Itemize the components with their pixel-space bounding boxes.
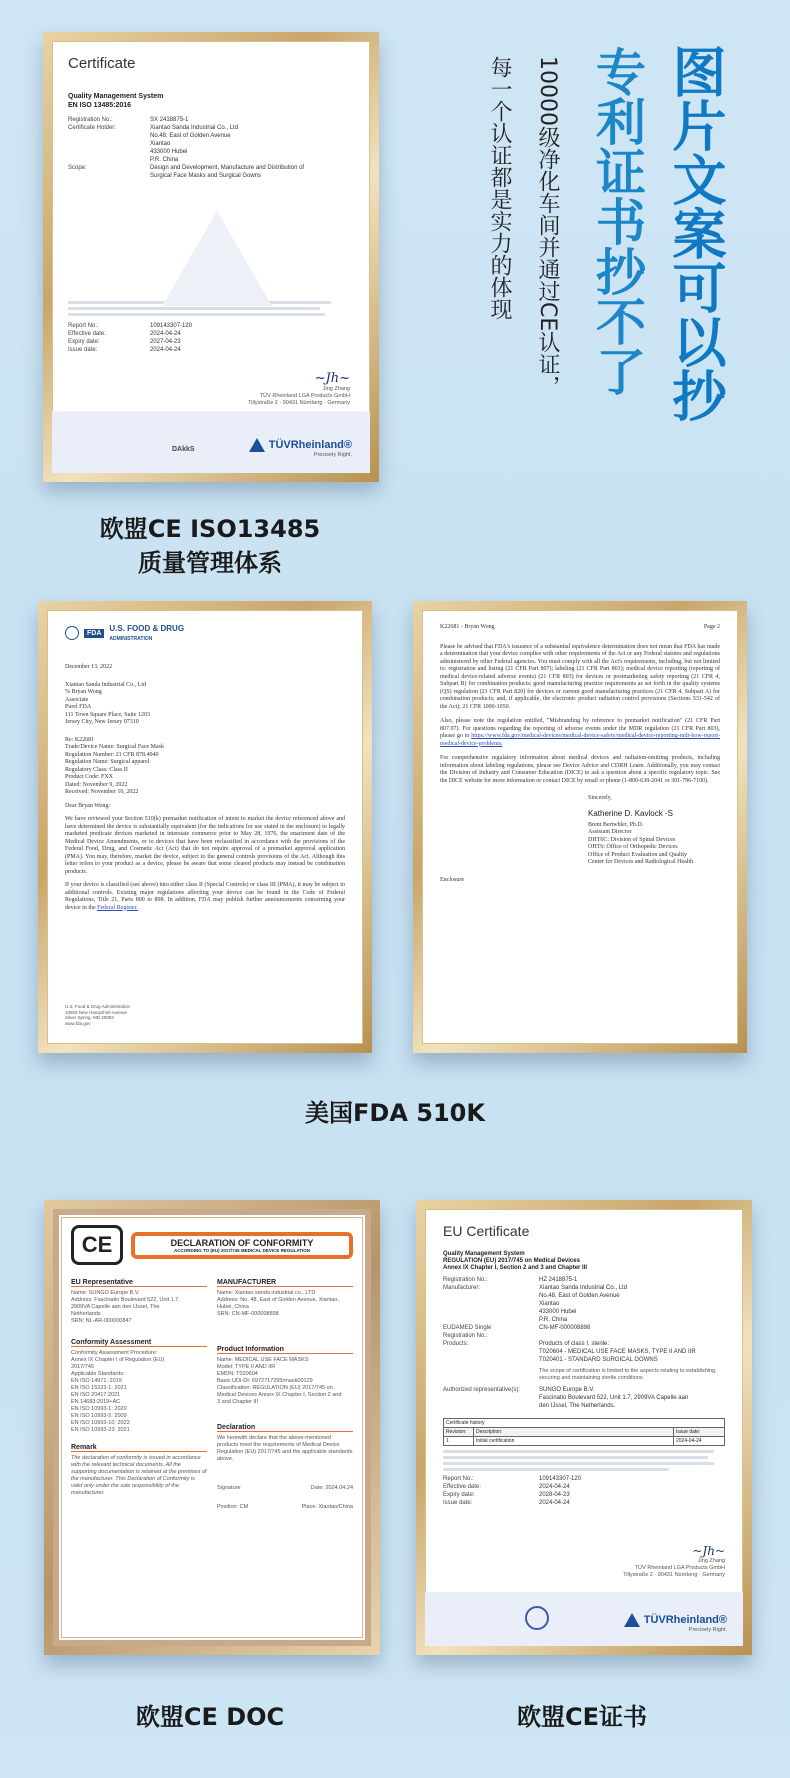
- signature: ~Jh~: [692, 1544, 725, 1558]
- letter-body2: [65, 882, 345, 912]
- kv-key: Registration No.:: [68, 117, 113, 123]
- caption-iso: [60, 512, 360, 580]
- cert-history-table: [443, 1418, 725, 1446]
- text-line: EN 14683:2019+AC: [71, 1399, 121, 1405]
- kv-key: [443, 1292, 539, 1300]
- text-line: Classification: REGULATION (EU) 2017/745 on: [217, 1385, 333, 1391]
- enclosure: Enclosure: [440, 876, 464, 883]
- eu-certificate: [425, 1209, 743, 1646]
- kv-key: [68, 132, 150, 140]
- text-line: EN ISO 14971: 2019: [71, 1378, 122, 1384]
- kv-value: 2028-04-23: [539, 1492, 570, 1498]
- kv-value: 2024-04-24: [539, 1484, 570, 1490]
- letter-address: [65, 682, 345, 727]
- kv-key: EUDAMED Single: [443, 1325, 492, 1331]
- dakks-logo: DAkkS: [172, 446, 195, 453]
- caption-fda: 美国FDA 510K: [305, 1099, 485, 1127]
- kv-row: [68, 148, 354, 156]
- kv-row: [68, 338, 354, 346]
- page2-p2-text: Also, please note the regulation entitled, "Misbranding by reference to premarket notification" (21 CFR Part 807.97). For questions regarding the reporting of adverse events under the MDR regulation (21 CFR Part 803), please go to: [440, 718, 720, 739]
- table-heading: Certificate history: [444, 1419, 724, 1428]
- text-line: EN ISO 10993-23: 2021: [71, 1427, 130, 1433]
- tuv-triangle-icon: [249, 438, 265, 452]
- text-line: Jersey City, New Jersey 07310: [65, 719, 139, 725]
- kv-value: 433000 Hubei: [150, 149, 188, 155]
- signer-name: Jing Zhang: [322, 386, 350, 392]
- kv-key: [68, 172, 150, 180]
- issuer-name: TÜV Rheinland LGA Products GmbH: [634, 1565, 725, 1571]
- date-label: Date: 2024.04.24: [310, 1485, 353, 1491]
- caption-doc: 欧盟CE DOC: [135, 1703, 285, 1731]
- conformity-details: [71, 1350, 207, 1434]
- letter-body: We have reviewed your Section 510(k) premarket notification of intent to market the device referenced above and have determined the device is substantially equivalent (for the indications for use stated in the enclosure) to legally marketed predicate devices marketed in interstate commerce prior to May 28, 1976, the enactment date of the Medical Device Amendments, or to devices that have been reclassified in accordance with the provisions of the Federal Food, Drug, and Cosmetic Act (Act) that do not require approval of a premarket approval application (PMA). You may, therefore, market the device, subject to the general controls provisions of the Act. Although this letter refers to your product as a device, please be aware that some cleared products may instead be combination products.: [65, 816, 345, 875]
- eu-annex: Annex IX Chapter I, Section 2 and 3 and Chapter III: [443, 1265, 588, 1271]
- kv-key: Products:: [443, 1341, 469, 1347]
- sincerely: Sincerely,: [588, 795, 612, 801]
- kv-key: Registration No.:: [443, 1277, 488, 1283]
- text-line: Regulation Number: 21 CFR 878.4040: [65, 751, 159, 758]
- kv-value: 2024-04-24: [150, 331, 181, 337]
- table-cell: Revision:: [444, 1428, 474, 1436]
- position-row: [217, 1504, 353, 1511]
- doc-frame: [44, 1200, 380, 1655]
- eu-rows: [443, 1276, 725, 1364]
- kv-row: [443, 1475, 725, 1483]
- fda-letter-page1-frame: [38, 601, 372, 1053]
- eu-system: Quality Management System: [443, 1251, 525, 1257]
- text-line: EN ISO 15223-1: 2021: [71, 1385, 127, 1391]
- cert-rows: [68, 116, 354, 180]
- signature-block: [588, 822, 720, 867]
- fda-letter-page1: [47, 610, 363, 1044]
- position-label: Position: CM: [217, 1504, 249, 1510]
- text-line: Applicable Standards:: [71, 1371, 125, 1377]
- text-line: [443, 1456, 708, 1459]
- text-line: 111 Town Square Place, Suite 1203: [65, 711, 151, 718]
- place-label: Place: Xiantao/China: [301, 1504, 353, 1510]
- issuer-address: Tillystraße 2 · 90431 Nürnberg · Germany: [623, 1572, 725, 1578]
- notified-body-seal-icon: [525, 1606, 549, 1630]
- table-row: [444, 1437, 724, 1445]
- kv-row: [443, 1483, 725, 1491]
- text-line: Regulatory Class: Class II: [65, 766, 128, 773]
- text-line: % Bryan Wong: [65, 689, 102, 695]
- auth-rep-label: Authorized representative(s):: [443, 1387, 521, 1393]
- tuv-triangle-icon: [624, 1613, 640, 1627]
- text-line: www.fda.gov: [65, 1020, 91, 1026]
- kv-key: Expiry date:: [68, 339, 100, 345]
- kv-row: [443, 1284, 725, 1292]
- kv-key: Report No.:: [68, 323, 99, 329]
- kv-key: [443, 1300, 539, 1308]
- text-line: Received: November 10, 2022: [65, 789, 139, 795]
- declaration-text: We herewith declare that the above-mentioned products meet the requirements of Medical Device Regulation (EU) 2017/745 and the applicable standards above.: [217, 1435, 353, 1462]
- text-line: Address: Fascinatio Boulevard 522, Unit 1.7,: [71, 1297, 180, 1303]
- kv-row: [68, 156, 354, 164]
- text-line: Annex IX Chapter I of Regulation (EU): [71, 1357, 165, 1363]
- eu-title: EU Certificate: [443, 1223, 530, 1239]
- text-line: U.S. Food & Drug Administration: [65, 1004, 131, 1009]
- text-line: [68, 313, 325, 316]
- table-cell: Description:: [474, 1428, 674, 1436]
- table-cell: 1: [444, 1437, 474, 1445]
- kv-value: Xiantao Sanda Industrial Co., Ltd: [539, 1285, 628, 1291]
- caption-eu: 欧盟CE证书: [516, 1703, 647, 1731]
- table-cell: Issue date:: [676, 1429, 701, 1435]
- kv-key: Issue date:: [68, 347, 98, 353]
- text-line: Re: K22681: [65, 736, 95, 743]
- fda-logo-sub: ADMINISTRATION: [109, 636, 153, 642]
- text-line: Fascinatio Boulevard 522, Unit 1.7, 2909VA Capelle aan: [539, 1395, 689, 1401]
- headline-sub1: 10000级净化车间并通过CE认证，: [535, 56, 560, 398]
- headline-sub2: 每一个认证都是实力的体现: [487, 56, 512, 320]
- cert-system: Quality Management System: [68, 93, 164, 100]
- letter-body2-text: If your device is classified (see above) into either class II (Special Controls) or class III (PMA), it may be subject to additional controls. Existing major regulations affecting your device can be found in the Code of Federal Regulations, Title 21, Parts 800 to 898. In addition, FDA may publish further announcements concerning your device in the: [65, 882, 345, 911]
- text-line: EN ISO 10993-10: 2023: [71, 1420, 130, 1426]
- kv-value: CN-MF-000008898: [539, 1325, 591, 1331]
- text-line: Product Code: FXX: [65, 774, 113, 780]
- manufacturer-heading: MANUFACTURER: [217, 1279, 353, 1287]
- product-details: [217, 1357, 353, 1406]
- headline-line2: 专利证书抄不了: [588, 46, 646, 396]
- kv-row: [443, 1324, 725, 1332]
- kv-row: [443, 1340, 725, 1348]
- kv-value: SX 2418875-1: [150, 117, 189, 123]
- text-line: Address: No. 48, East of Golden Avenue, Xiantao,: [217, 1297, 339, 1303]
- signature-label: Signature: [217, 1485, 241, 1491]
- kv-row: [443, 1499, 725, 1507]
- kv-value: HZ 2418875-1: [539, 1277, 578, 1283]
- text-line: Regulation Name: Surgical apparel: [65, 759, 150, 765]
- text-line: Purel FDA: [65, 704, 92, 710]
- fda-logo-text: U.S. FOOD & DRUG: [109, 624, 185, 633]
- signature-row: [217, 1485, 353, 1492]
- text-line: 2017/745: [71, 1364, 94, 1370]
- kv-row: [443, 1276, 725, 1284]
- doc-subtitle: ACCORDING TO (EU) 2017/745 MEDICAL DEVICE REGULATION: [173, 1247, 311, 1253]
- kv-value: 109143307-120: [150, 323, 193, 329]
- signer-name: Jing Zhang: [697, 1558, 725, 1564]
- issuer-name: TÜV Rheinland LGA Products GmbH: [259, 393, 350, 399]
- letter-date: December 13, 2022: [65, 664, 113, 670]
- kv-row: [68, 330, 354, 338]
- hhs-seal-icon: [65, 626, 79, 640]
- remark-text: The declaration of conformity is issued in accordance with the relevant technical documents. All the supporting documentation is retained at the premises of the manufacturer. This Declaration of Conformity is valid only under the sole responsibility of the manufacturer.: [71, 1455, 207, 1496]
- kv-value: No.48, East of Golden Avenue: [539, 1293, 620, 1299]
- kv-row: [443, 1332, 725, 1340]
- declaration-heading: Declaration: [217, 1424, 353, 1432]
- tuv-logo: TÜVRheinland®: [249, 438, 352, 452]
- tuv-logo: TÜVRheinland®: [624, 1613, 727, 1627]
- kv-row: [68, 346, 354, 354]
- kv-key: [68, 148, 150, 156]
- text-line: 10903 New Hampshire Avenue: [65, 1009, 127, 1015]
- text-line: den IJssel, The Netherlands.: [539, 1403, 616, 1409]
- kv-row: [68, 172, 354, 180]
- page2-header-left: K22681 - Bryan Wong: [440, 624, 495, 630]
- kv-row: [443, 1292, 725, 1300]
- page2-header-right: Page 2: [703, 624, 720, 630]
- kv-key: Expiry date:: [443, 1492, 475, 1498]
- remark-heading: Remark: [71, 1444, 207, 1452]
- kv-key: Scope:: [68, 165, 87, 171]
- fda-box: FDA: [84, 629, 104, 638]
- kv-key: [443, 1308, 539, 1316]
- doc-title: DECLARATION OF CONFORMITY: [170, 1237, 314, 1248]
- conformity-heading: Conformity Assessment: [71, 1339, 207, 1347]
- mdr-link[interactable]: https://www.fda.gov/medical-devices/medical-device-safety/medical-device-reporting-mdr-how-report-medical-device-problems.: [440, 733, 720, 747]
- fda-logo: [65, 624, 345, 642]
- text-line: Associate: [65, 696, 89, 703]
- kv-row: [68, 140, 354, 148]
- kv-value: Xiantao Sanda Industrial Co., Ltd: [150, 125, 239, 131]
- headline-line1: 图片文案可以抄: [664, 44, 727, 422]
- caption-iso-line2: 质量管理体系: [138, 549, 282, 577]
- cert-standard: EN ISO 13485:2016: [68, 102, 132, 109]
- kv-key: Certificate Holder:: [68, 125, 117, 131]
- kv-row: [443, 1356, 725, 1364]
- text-line: Dated: November 9, 2022: [65, 781, 128, 788]
- tuv-tagline: Precisely Right.: [688, 1627, 727, 1633]
- kv-row: [68, 164, 354, 172]
- signature-name: Katherine D. Kavlock -S: [588, 808, 673, 818]
- text-line: Netherlands: [71, 1311, 101, 1317]
- letter-re: [65, 737, 345, 797]
- text-line: [443, 1450, 714, 1453]
- text-line: Silver Spring, MD 20993: [65, 1015, 114, 1020]
- caption-iso-line1: 欧盟CE ISO13485: [99, 515, 321, 543]
- text-line: 2909VA Capelle aan den IJssel, The: [71, 1304, 160, 1310]
- kv-key: Effective date:: [68, 331, 106, 337]
- text-line: EMDN: T020604: [217, 1371, 258, 1377]
- cert-dates: [68, 322, 354, 354]
- text-line: Medical Devices Annex IX Chapter I, Section 2 and: [217, 1392, 342, 1398]
- text-line: Assistant Director: [588, 829, 632, 835]
- letter-footer: [65, 1004, 130, 1026]
- kv-value: P.R. China: [150, 157, 179, 163]
- kv-row: [68, 132, 354, 140]
- watermark-triangle: [162, 211, 272, 306]
- text-line: [443, 1462, 714, 1465]
- kv-row: [68, 124, 354, 132]
- text-line: Model: TYPE II AND IIR: [217, 1364, 276, 1370]
- fda-letter-page2: [422, 610, 738, 1044]
- kv-value: T020401 - STANDARD SURGICAL GOWNS: [539, 1357, 658, 1363]
- kv-value: Xiantao: [150, 141, 171, 147]
- scope-note: The scope of certification is limited to the aspects relating to establishing, securing and maintaining sterile conditions.: [539, 1368, 717, 1381]
- kv-row: [443, 1300, 725, 1308]
- iso-certificate: [52, 41, 370, 473]
- text-line: Name: Xiantao sanda industrial co., LTD: [217, 1290, 316, 1296]
- kv-value: Surgical Face Masks and Surgical Gowns: [150, 173, 262, 179]
- declaration-of-conformity: [53, 1209, 371, 1646]
- text-line: DHT6C: Division of Spinal Devices: [588, 836, 676, 843]
- signature: ~Jh~: [314, 371, 350, 386]
- kv-row: [443, 1348, 725, 1356]
- text-line: Brent Bertwhler, Ph.D.: [588, 821, 644, 828]
- kv-value: 2024-04-24: [150, 347, 181, 353]
- fda-letter-page2-frame: [413, 601, 747, 1053]
- text-line: SRN: NL-AR-000000847: [71, 1318, 132, 1324]
- kv-value: No.48, East of Golden Avenue: [150, 133, 231, 139]
- kv-key: Effective date:: [443, 1484, 481, 1490]
- eu-dates: [443, 1475, 725, 1507]
- auth-rep-value: [539, 1386, 725, 1410]
- kv-row: [443, 1316, 725, 1324]
- kv-row: [68, 116, 354, 124]
- page2-header: [440, 624, 720, 632]
- kv-value: Design and Development, Manufacture and Distribution of: [150, 165, 305, 171]
- text-line: Conformity Assessment Procedure:: [71, 1350, 158, 1356]
- kv-key: [68, 140, 150, 148]
- kv-row: [68, 322, 354, 330]
- kv-key: Registration No.:: [443, 1333, 488, 1339]
- text-line: Center for Devices and Radiological Health: [588, 859, 694, 865]
- text-line: Xiantao Sanda Industrial Co., Ltd: [65, 681, 146, 688]
- text-line: Name: SUNGO Europe B.V.: [71, 1290, 140, 1296]
- letter-salutation: Dear Bryan Wong:: [65, 802, 111, 809]
- text-line: EN ISO 10993-5: 2009: [71, 1413, 127, 1419]
- tuv-tagline: Precisely Right.: [313, 452, 352, 458]
- text-line: Basic UDI-DI: 6972717295rmask00129: [217, 1378, 313, 1384]
- text-line: SRN: CN-MF-000008898: [217, 1311, 279, 1317]
- eu-regulation: REGULATION (EU) 2017/745 on Medical Devices: [443, 1258, 580, 1264]
- auth-rep-row: [443, 1386, 725, 1410]
- table-cell: Initial certification: [474, 1437, 674, 1445]
- kv-value: Products of class I, sterile:: [539, 1341, 610, 1347]
- text-line: Office of Product Evaluation and Quality: [588, 851, 688, 858]
- text-line: Hubei, China: [217, 1304, 249, 1310]
- kv-row: [443, 1308, 725, 1316]
- kv-key: Report No.:: [443, 1476, 474, 1482]
- text-line: SUNGO Europe B.V.: [539, 1387, 595, 1393]
- table-header: [444, 1428, 724, 1437]
- federal-register-link[interactable]: Federal Register.: [97, 904, 138, 911]
- kv-value: 2027-04-23: [150, 339, 181, 345]
- text-line: [443, 1468, 669, 1471]
- text-line: Trade/Device Name: Surgical Face Mask: [65, 744, 164, 750]
- table-cell: 2024-04-24: [676, 1438, 702, 1444]
- page2-p3: For comprehensive regulatory information about medical devices and radiation-emitting products, including information about labeling regulations, please see Device Advice and CDRH Learn. Additionally, you may contact the Division of Industry and Consumer Education (DICE) to ask a question about a specific regulatory topic. See the DICE website for more information or contact DICE by email or phone (1-800-638-2041 or 301-796-7100).: [440, 755, 720, 784]
- text-line: 3 and Chapter III: [217, 1399, 258, 1405]
- kv-key: Issue date:: [443, 1500, 473, 1506]
- doc-header: [131, 1232, 353, 1259]
- kv-key: Manufacturer:: [443, 1285, 481, 1291]
- kv-key: [443, 1348, 539, 1356]
- iso-certificate-frame: [43, 32, 379, 482]
- eu-rep-heading: EU Representative: [71, 1279, 207, 1287]
- text-line: EN ISO 20417:2021: [71, 1392, 121, 1398]
- kv-value: Xiantao: [539, 1301, 560, 1307]
- ce-mark-icon: CE: [71, 1225, 123, 1265]
- issuer-address: Tillystraße 2 · 90431 Nürnberg · Germany: [248, 400, 350, 406]
- kv-key: [443, 1356, 539, 1364]
- kv-value: 433000 Hubei: [539, 1309, 577, 1315]
- kv-value: 2024-04-24: [539, 1500, 570, 1506]
- text-line: EN ISO 10993-1: 2020: [71, 1406, 127, 1412]
- kv-row: [443, 1491, 725, 1499]
- eu-certificate-frame: [416, 1200, 752, 1655]
- kv-value: T020604 - MEDICAL USE FACE MASKS, TYPE II AND IIR: [539, 1349, 696, 1355]
- cert-title: Certificate: [68, 55, 136, 72]
- product-heading: Product Information: [217, 1346, 353, 1354]
- kv-key: [443, 1316, 539, 1324]
- kv-key: [68, 156, 150, 164]
- manufacturer-details: [217, 1290, 353, 1318]
- kv-value: P.R. China: [539, 1317, 568, 1323]
- page2-p1: Please be advised that FDA's issuance of a substantial equivalence determination does not mean that FDA has made a determination that your device complies with other requirements of the Act or any Federal statutes and regulations administered by other Federal agencies. You must comply with all the Act's requirements, including, but not limited to: registration and listing (21 CFR Part 807); labeling (21 CFR Part 801); medical device reporting (reporting of medical device-related adverse events) (21 CFR 803) for devices or postmarketing safety reporting (21 CFR 4, Subpart B) for combination products; good manufacturing practice requirements as set forth in the quality systems (QS) regulation (21 CFR Part 820) for devices or current good manufacturing practices (21 CFR 4, Subpart A) for combination products; and, if applicable, the electronic product radiation control provisions (Sections 531-542 of the Act); 21 CFR 1000-1050.: [440, 643, 720, 710]
- text-line: Name: MEDICAL USE FACE MASKS: [217, 1357, 309, 1363]
- text-line: [68, 307, 320, 310]
- text-line: OHT6: Office of Orthopedic Devices: [588, 844, 678, 850]
- page2-p2: [440, 718, 720, 748]
- eu-rep-details: [71, 1290, 207, 1325]
- kv-value: 109143307-120: [539, 1476, 582, 1482]
- kv-value: [539, 1332, 725, 1340]
